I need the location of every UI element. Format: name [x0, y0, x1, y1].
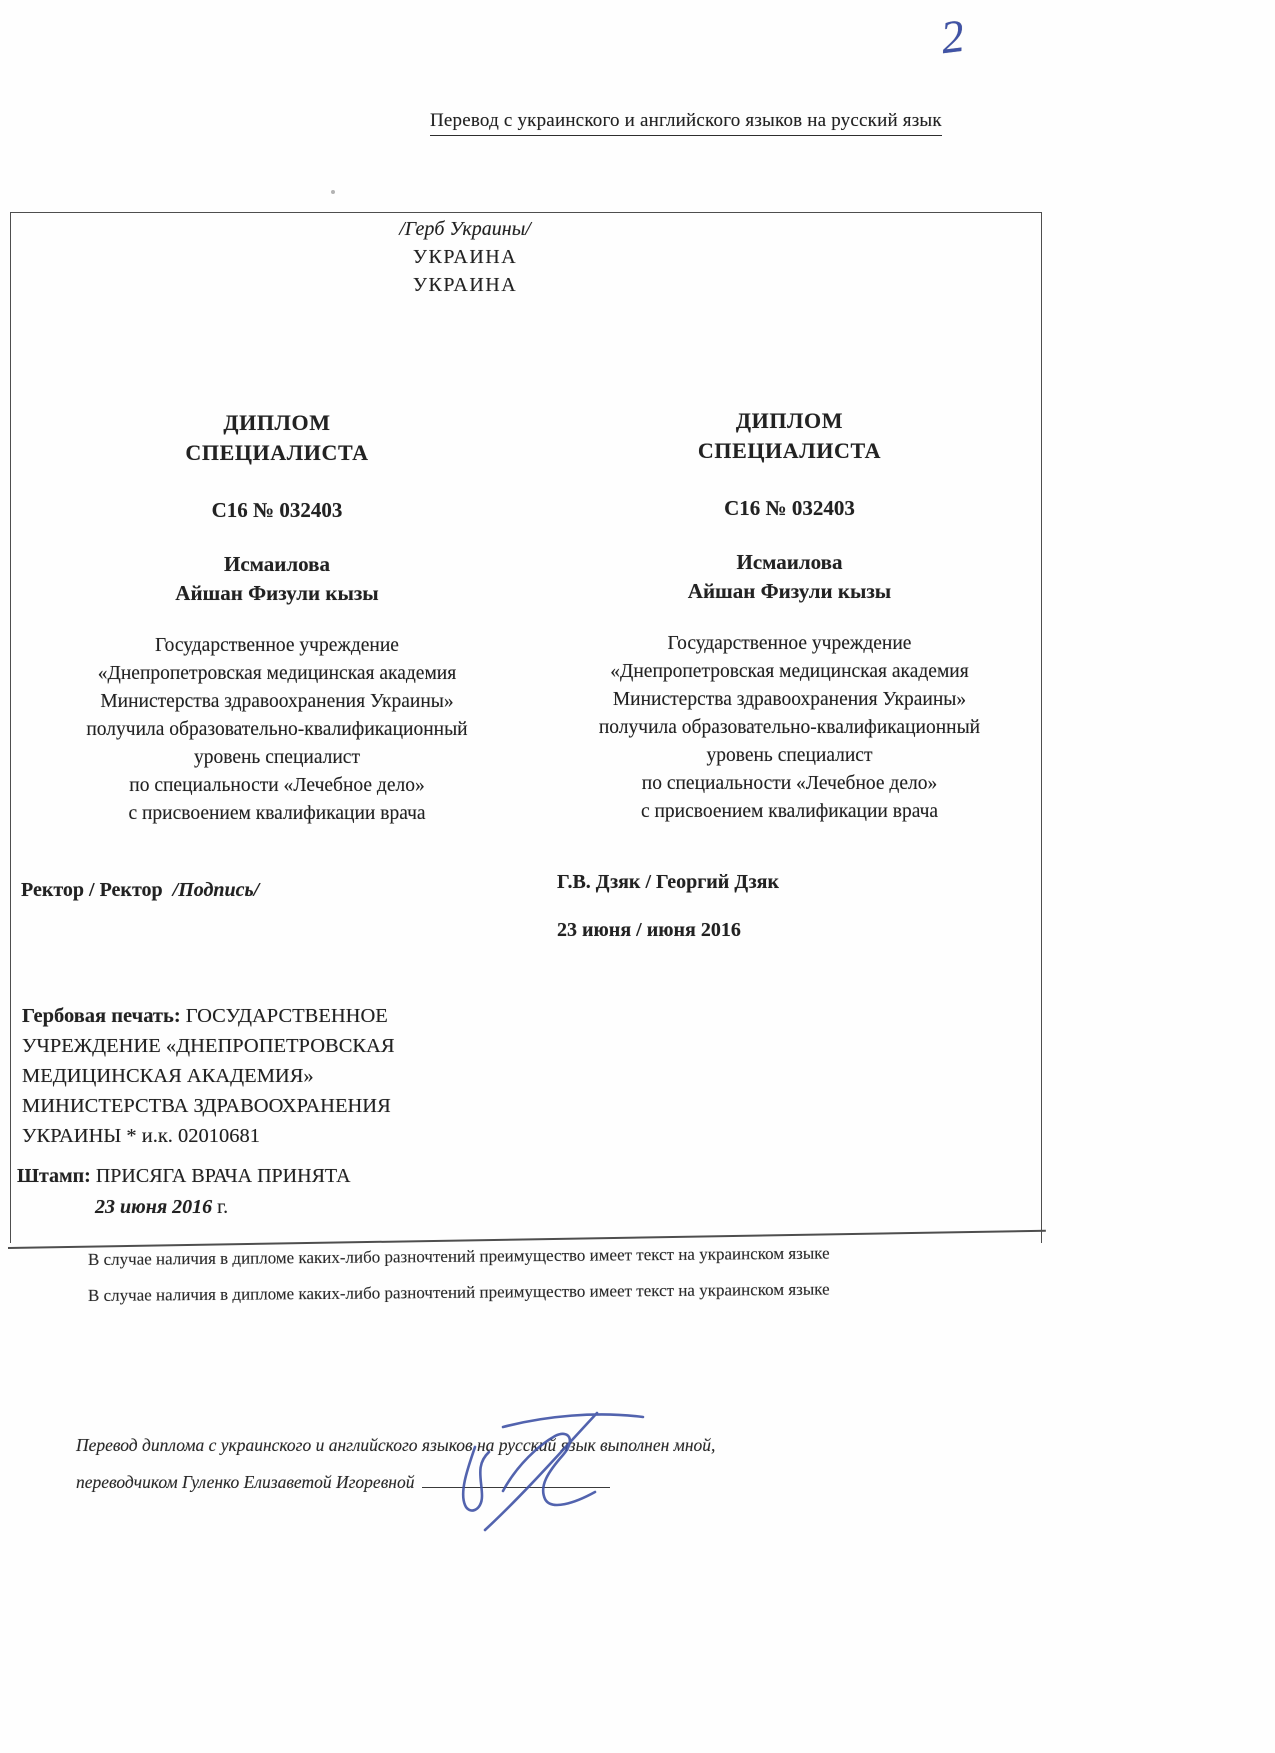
diploma-body-line: уровень специалист: [706, 745, 873, 766]
translator-signature: [445, 1403, 660, 1538]
stamp-date-line: 23 июня 2016 г.: [95, 1196, 229, 1218]
serial-number: С16 № 032403: [724, 496, 855, 520]
serial-number: С16 № 032403: [211, 498, 343, 522]
diploma-title: [537, 406, 1042, 466]
seal-label: Гербовая печать:: [22, 1005, 181, 1027]
diploma-body: [27, 632, 527, 828]
translator-note-line: Перевод диплома с украинского и английского языков на русский язык выполнен мной,: [76, 1435, 716, 1455]
diploma-body-line: по специальности «Лечебное дело»: [129, 775, 425, 796]
diploma-title-line: СПЕЦИАЛИСТА: [697, 438, 882, 463]
stamp-label: Штамп:: [17, 1165, 91, 1187]
translation-direction-header: Перевод с украинского и английского языков на русский язык: [430, 110, 942, 136]
country-name: УКРАИНА: [412, 274, 518, 296]
country-name: УКРАИНА: [412, 246, 518, 268]
diploma-body: [537, 630, 1042, 826]
diploma-body-line: с присвоением квалификации врача: [128, 803, 426, 824]
diploma-body-line: по специальности «Лечебное дело»: [641, 773, 938, 794]
scan-speck: [331, 190, 335, 194]
graduate-name: [537, 548, 1042, 606]
diploma-date-line: 23 июня / июня 2016: [557, 919, 741, 941]
diploma-body-line: получила образовательно-квалификационный: [86, 719, 468, 740]
emblem-note: /Герб Украины/: [399, 218, 531, 240]
emblem-block: [25, 215, 905, 299]
diploma-body-line: получила образовательно-квалификационный: [598, 717, 981, 738]
diploma-body-line: «Днепропетровская медицинская академия: [97, 663, 457, 684]
diploma-body-line: «Днепропетровская медицинская академия: [610, 661, 969, 682]
column-right: [537, 406, 1042, 826]
diploma-body-line: Государственное учреждение: [667, 633, 912, 654]
stamp-note: [17, 1161, 351, 1223]
rector-label: Ректор / Ректор: [21, 879, 163, 901]
column-left: [27, 408, 527, 828]
signatory-name-line: Г.В. Дзяк / Георгий Дзяк: [557, 871, 779, 893]
diploma-body-line: Министерства здравоохранения Украины»: [100, 691, 454, 712]
diploma-title: [27, 408, 527, 468]
diploma-body-line: с присвоением квалификации врача: [640, 801, 939, 822]
seal-note: [22, 1001, 482, 1151]
graduate-given-names: Айшан Физули кызы: [175, 581, 379, 605]
disclaimer-line: В случае наличия в дипломе каких-либо разночтений преимущество имеет текст на украинском языке: [87, 1243, 830, 1269]
seal-line: МИНИСТЕРСТВА ЗДРАВООХРАНЕНИЯ: [22, 1095, 391, 1117]
handwritten-page-number: 2: [937, 9, 968, 64]
diploma-body-line: уровень специалист: [194, 747, 360, 768]
translator-note-line: переводчиком Гуленко Елизаветой Игоревной: [76, 1464, 715, 1501]
diploma-title-line: ДИПЛОМ: [223, 410, 331, 435]
seal-line: МЕДИЦИНСКАЯ АКАДЕМИЯ»: [22, 1065, 314, 1087]
diploma-body-line: Государственное учреждение: [155, 635, 399, 656]
graduate-name: [27, 550, 527, 608]
graduate-given-names: Айшан Физули кызы: [687, 579, 892, 603]
graduate-surname: Исмаилова: [223, 552, 330, 576]
diploma-title-line: ДИПЛОМ: [735, 408, 844, 433]
disclaimer-line: В случае наличия в дипломе каких-либо разночтений преимущество имеет текст на украинском языке: [87, 1279, 830, 1305]
seal-line: Гербовая печать: ГОСУДАРСТВЕННОЕ: [22, 1005, 388, 1027]
signature-placeholder-note: /Подпись/: [172, 879, 260, 901]
seal-line: УЧРЕЖДЕНИЕ «ДНЕПРОПЕТРОВСКАЯ: [22, 1035, 395, 1057]
diploma-title-line: СПЕЦИАЛИСТА: [185, 440, 369, 465]
diploma-body-line: Министерства здравоохранения Украины»: [612, 689, 967, 710]
seal-line: УКРАИНЫ * и.к. 02010681: [22, 1125, 261, 1147]
graduate-surname: Исмаилова: [736, 550, 843, 574]
rector-line: [21, 879, 259, 902]
stamp-line: Штамп: ПРИСЯГА ВРАЧА ПРИНЯТА: [17, 1165, 351, 1187]
